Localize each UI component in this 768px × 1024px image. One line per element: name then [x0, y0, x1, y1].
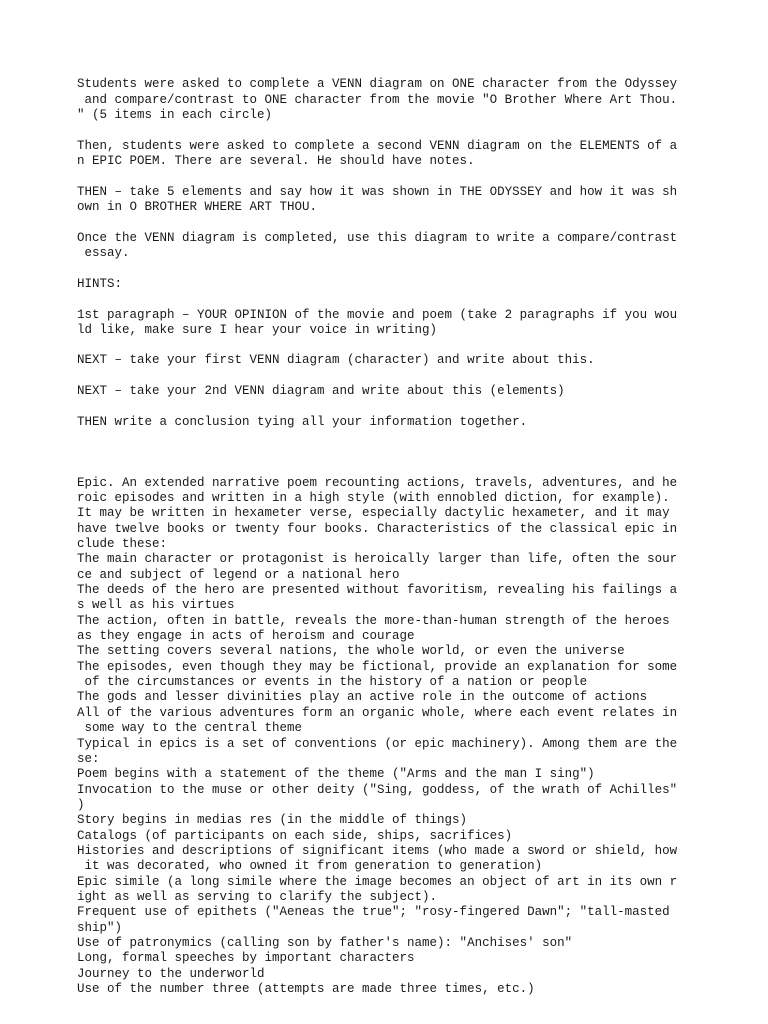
epic-line-25: Histories and descriptions of significant items (who made a sword or shield, how — [77, 844, 678, 858]
epic-line-12: The setting covers several nations, the whole world, or even the universe — [77, 644, 625, 658]
epic-line-19: se: — [77, 752, 100, 766]
instructions-p1-line-3: " (5 items in each circle) — [77, 108, 273, 122]
epic-line-23: Story begins in medias res (in the middle of things) — [77, 813, 468, 827]
epic-line-20: Poem begins with a statement of the theme ("Arms and the man I sing") — [77, 767, 595, 781]
epic-line-4: have twelve books or twenty four books. Characteristics of the classical epic in — [77, 522, 678, 536]
epic-line-13: The episodes, even though they may be fictional, provide an explanation for some — [77, 660, 678, 674]
epic-line-24: Catalogs (of participants on each side, ships, sacrifices) — [77, 829, 513, 843]
epic-line-10: The action, often in battle, reveals the more-than-human strength of the heroes — [77, 614, 670, 628]
epic-line-28: ight as well as serving to clarify the subject). — [77, 890, 438, 904]
epic-line-16: All of the various adventures form an organic whole, where each event relates in — [77, 706, 678, 720]
epic-line-3: It may be written in hexameter verse, especially dactylic hexameter, and it may — [77, 506, 670, 520]
epic-line-7: ce and subject of legend or a national hero — [77, 568, 400, 582]
epic-line-26: it was decorated, who owned it from generation to generation) — [77, 859, 543, 873]
instructions-p2-line-1: Then, students were asked to complete a second VENN diagram on the ELEMENTS of a — [77, 139, 678, 153]
epic-line-2: roic episodes and written in a high style (with ennobled diction, for example). — [77, 491, 670, 505]
epic-line-33: Journey to the underworld — [77, 967, 265, 981]
epic-line-30: ship") — [77, 921, 123, 935]
epic-line-8: The deeds of the hero are presented without favoritism, revealing his failings a — [77, 583, 678, 597]
epic-line-31: Use of patronymics (calling son by father's name): "Anchises' son" — [77, 936, 573, 950]
epic-line-21: Invocation to the muse or other deity ("Sing, goddess, of the wrath of Achilles" — [77, 783, 678, 797]
instructions-p1-line-1: Students were asked to complete a VENN diagram on ONE character from the Odyssey — [77, 77, 678, 91]
epic-line-6: The main character or protagonist is heroically larger than life, often the sour — [77, 552, 678, 566]
epic-line-9: s well as his virtues — [77, 598, 235, 612]
epic-line-17: some way to the central theme — [77, 721, 303, 735]
instructions-p2-line-2: n EPIC POEM. There are several. He should have notes. — [77, 154, 475, 168]
epic-line-1: Epic. An extended narrative poem recounting actions, travels, adventures, and he — [77, 476, 678, 490]
hint-first-paragraph-line-1: 1st paragraph – YOUR OPINION of the movie and poem (take 2 paragraphs if you wou — [77, 308, 678, 322]
instructions-p3-line-1: THEN – take 5 elements and say how it was shown in THE ODYSSEY and how it was sh — [77, 185, 678, 199]
hint-conclusion: THEN write a conclusion tying all your information together. — [77, 415, 528, 429]
epic-line-11: as they engage in acts of heroism and courage — [77, 629, 415, 643]
epic-line-14: of the circumstances or events in the history of a nation or people — [77, 675, 588, 689]
epic-line-34: Use of the number three (attempts are made three times, etc.) — [77, 982, 535, 996]
instructions-p4-line-2: essay. — [77, 246, 130, 260]
epic-line-22: ) — [77, 798, 85, 812]
hints-title: HINTS: — [77, 277, 123, 291]
epic-line-27: Epic simile (a long simile where the image becomes an object of art in its own r — [77, 875, 678, 889]
epic-line-15: The gods and lesser divinities play an active role in the outcome of actions — [77, 690, 648, 704]
instructions-p4-line-1: Once the VENN diagram is completed, use this diagram to write a compare/contrast — [77, 231, 678, 245]
epic-line-32: Long, formal speeches by important characters — [77, 951, 415, 965]
hint-next-character: NEXT – take your first VENN diagram (character) and write about this. — [77, 353, 595, 367]
hint-first-paragraph-line-2: ld like, make sure I hear your voice in writing) — [77, 323, 438, 337]
hint-next-elements: NEXT – take your 2nd VENN diagram and write about this (elements) — [77, 384, 565, 398]
instructions-p1-line-2: and compare/contrast to ONE character from the movie "O Brother Where Art Thou. — [77, 93, 678, 107]
epic-line-18: Typical in epics is a set of conventions (or epic machinery). Among them are the — [77, 737, 678, 751]
instructions-p3-line-2: own in O BROTHER WHERE ART THOU. — [77, 200, 318, 214]
epic-line-29: Frequent use of epithets ("Aeneas the true"; "rosy-fingered Dawn"; "tall-masted — [77, 905, 670, 919]
epic-line-5: clude these: — [77, 537, 168, 551]
